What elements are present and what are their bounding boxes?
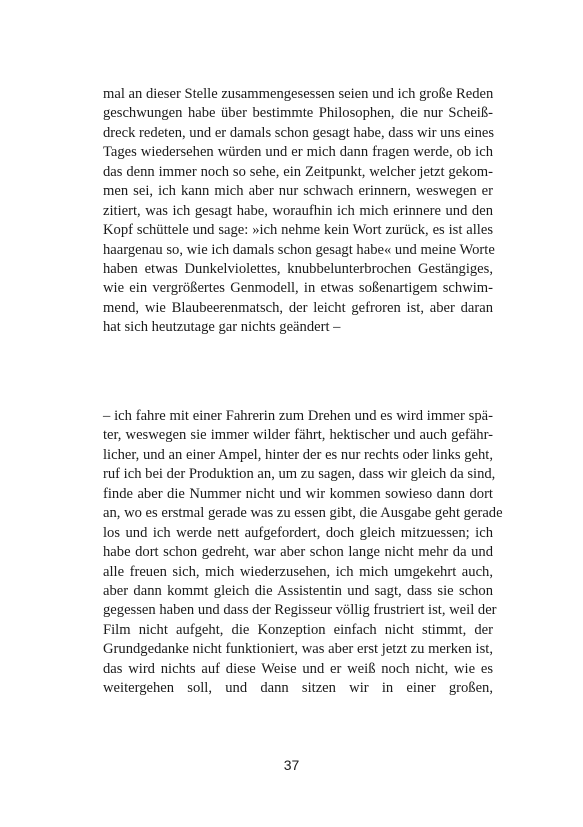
text-line: haben etwas Dunkelviolettes, knubbelunterbrochen Gestängiges, <box>103 260 493 277</box>
text-line: aber dann kommt gleich die Assistentin und sagt, dass sie schon <box>103 582 493 599</box>
text-line: alle freuen sich, mich wiederzusehen, ich mich umgekehrt auch, <box>103 563 493 580</box>
text-line: Kopf schüttele und sage: »ich nehme kein Wort zurück, es ist alles <box>103 222 493 239</box>
text-line: mal an dieser Stelle zusammengesessen seien und ich große Reden <box>103 86 494 102</box>
text-line: Film nicht aufgeht, die Konzeption einfach nicht stimmt, der <box>103 621 493 638</box>
paragraph-1 <box>103 85 493 338</box>
text-line: geschwungen habe über bestimmte Philosophen, die nur Scheiß- <box>103 105 493 122</box>
text-line: mend, wie Blaubeerenmatsch, der leicht gefroren ist, aber daran <box>103 299 493 316</box>
text-line: Grundgedanke nicht funktioniert, was aber erst jetzt zu merken ist, <box>103 641 493 658</box>
text-line: haargenau so, wie ich damals schon gesagt habe« und meine Worte <box>103 241 495 258</box>
text-line: licher, und an einer Ampel, hinter der es nur rechts oder links geht, <box>103 446 493 463</box>
text-line: weitergehen soll, und dann sitzen wir in einer großen, <box>103 680 493 697</box>
paragraph-2 <box>103 407 503 699</box>
text-line: los und ich werde nett aufgefordert, doch gleich mitzuessen; ich <box>103 524 493 541</box>
text-line: habe dort schon gedreht, war aber schon lange nicht mehr da und <box>103 544 493 561</box>
text-line: dreck redeten, und er damals schon gesagt habe, dass wir uns eines <box>103 124 495 141</box>
text-line: ter, weswegen sie immer wilder fährt, hektischer und auch gefähr- <box>103 427 493 444</box>
text-line: das wird nichts auf diese Weise und er weiß noch nicht, wie es <box>103 660 493 677</box>
text-line: – ich fahre mit einer Fahrerin zum Drehen und es wird immer spä- <box>103 408 493 424</box>
text-line: ruf ich bei der Produktion an, um zu sagen, dass wir gleich da sind, <box>103 466 496 483</box>
page-number: 37 <box>283 757 300 773</box>
text-line: Tages wiedersehen würden und er mich dann fragen werde, ob ich <box>103 144 493 161</box>
text-line: gegessen haben und dass der Regisseur völlig frustriert ist, weil der <box>103 602 497 619</box>
text-line: an, wo es erstmal gerade was zu essen gibt, die Ausgabe geht gerade <box>103 505 503 522</box>
text-line: finde aber die Nummer nicht und wir kommen sowieso dann dort <box>103 485 493 502</box>
text-line: das denn immer noch so sehe, ein Zeitpunkt, welcher jetzt gekom- <box>103 163 493 180</box>
text-line: hat sich heutzutage gar nichts geändert – <box>103 319 341 336</box>
text-line: wie ein vergrößertes Genmodell, in etwas soßenartigem schwim- <box>103 280 493 297</box>
text-line: zitiert, was ich gesagt habe, woraufhin ich mich erinnere und den <box>103 202 493 219</box>
text-line: men sei, ich kann mich aber nur schwach erinnern, weswegen er <box>103 183 493 200</box>
